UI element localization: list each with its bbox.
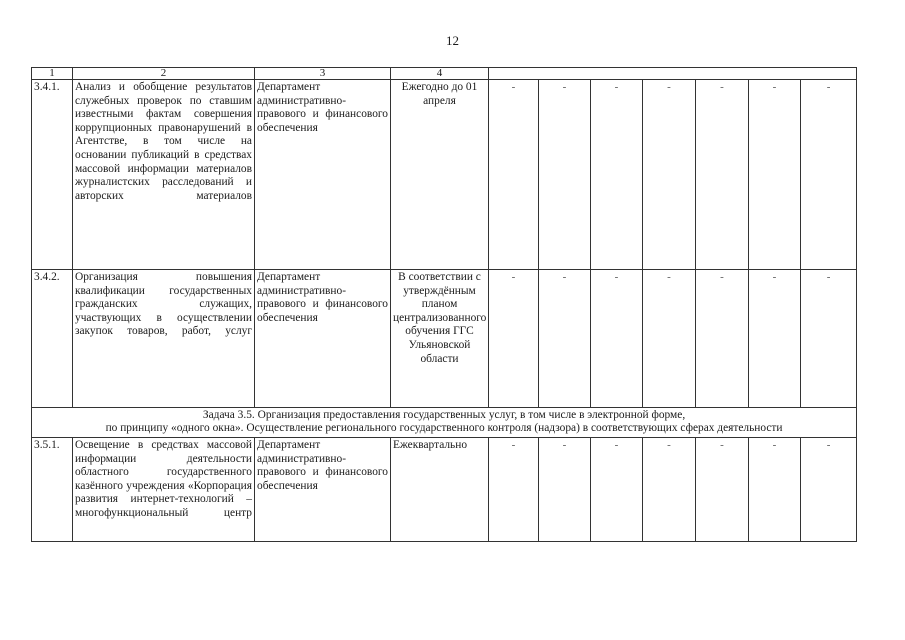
row-value: - [591,270,643,408]
row-value: - [696,438,749,542]
header-col-1: 1 [32,68,73,80]
task-row [32,408,857,438]
row-value: - [643,80,696,270]
row-value: - [749,438,801,542]
row-value: - [801,80,857,270]
row-department: Департамент административно-правового и финансового обеспечения [255,270,391,408]
row-number: 3.5.1. [32,438,73,542]
row-value: - [489,80,539,270]
header-col-4: 4 [391,68,489,80]
row-department: Департамент административно-правового и финансового обеспечения [255,80,391,270]
row-title: Организация повышения квалификации государственных гражданских служащих, участвующих в осуществлении закупок товаров, работ, услуг [73,270,255,408]
row-value: - [539,270,591,408]
row-value: - [696,270,749,408]
row-value: - [749,80,801,270]
header-blank [489,68,857,80]
row-value: - [643,438,696,542]
row-value: - [749,270,801,408]
row-department: Департамент административно-правового и финансового обеспечения [255,438,391,542]
row-value: - [643,270,696,408]
row-number: 3.4.2. [32,270,73,408]
measures-table [31,67,857,542]
task-line-2: по принципу «одного окна». Осуществление регионального государственного контроля (надзора) в соответствующих сферах деятельности [105,422,783,434]
row-period: В соответствии с утверждённым планом централизованного обучения ГГС Ульяновской области [391,270,489,408]
page-number: 12 [446,33,459,48]
table-row [32,80,857,270]
task-line-1: Задача 3.5. Организация предоставления государственных услуг, в том числе в электронной форме, [202,409,686,421]
row-value: - [539,438,591,542]
row-title: Освещение в средствах массовой информации деятельности областного государственного казённого учреждения «Корпорация развития интернет-технологий – многофункциональный центр [73,438,255,542]
row-value: - [591,438,643,542]
table-row [32,438,857,542]
header-col-3: 3 [255,68,391,80]
row-period: Ежегодно до 01 апреля [391,80,489,270]
row-value: - [591,80,643,270]
task-heading [32,408,857,438]
row-value: - [489,270,539,408]
row-value: - [801,270,857,408]
row-title: Анализ и обобщение результатов служебных проверок по ставшим известными фактам совершения коррупционных правонарушений в Агентстве, в том числе на основании публикаций в средствах массовой информации материалов журналистских расследований и авторских материалов [73,80,255,270]
header-row [32,68,857,80]
header-col-2: 2 [73,68,255,80]
row-value: - [801,438,857,542]
row-value: - [696,80,749,270]
table-row [32,270,857,408]
row-value: - [539,80,591,270]
row-period: Ежеквартально [391,438,489,542]
row-number: 3.4.1. [32,80,73,270]
row-value: - [489,438,539,542]
